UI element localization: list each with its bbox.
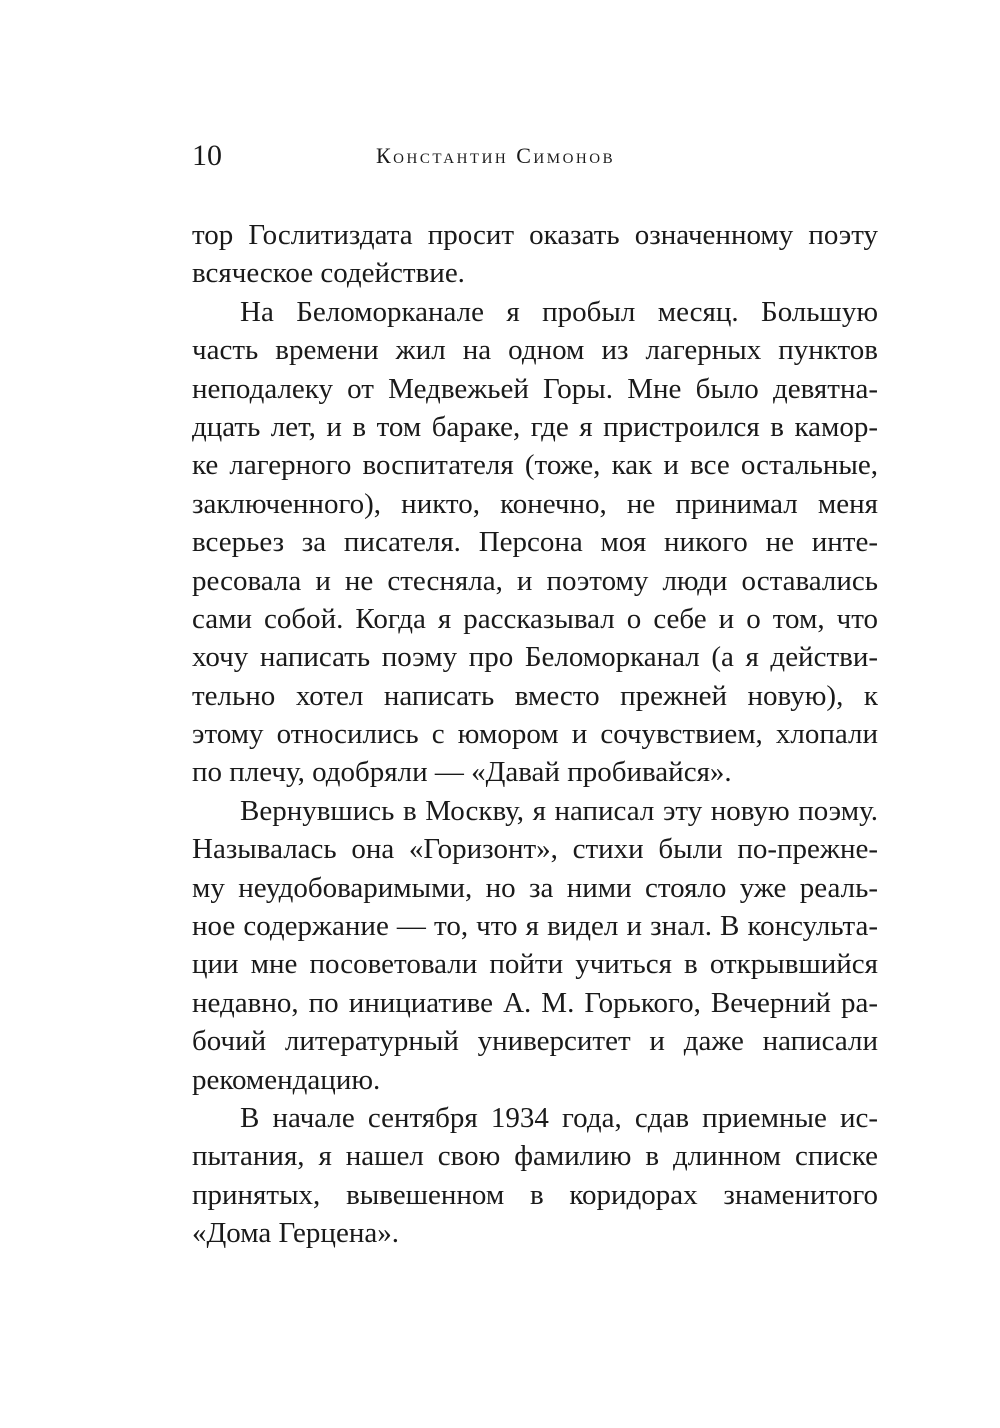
text-line: Называлась она «Горизонт», стихи были по-прежне- [192,833,878,866]
text-line: всерьез за писателя. Персона моя никого не инте- [192,526,878,559]
text-line: ное содержание — то, что я видел и знал. В консульта- [192,910,878,943]
text-line: пытания, я нашел свою фамилию в длинном списке [192,1140,878,1173]
text-line: сами собой. Когда я рассказывал о себе и о том, что [192,602,878,635]
text-line: ке лагерного воспитателя (тоже, как и все остальные, [192,449,878,482]
text-line: хочу написать поэму про Беломорканал (а я действи- [192,641,878,674]
text-line: бочий литературный университет и даже написали [192,1025,878,1058]
text-line: му неудобоваримыми, но за ними стояло уже реаль- [192,871,878,904]
text-line: ресовала и не стесняла, и поэтому люди оставались [192,564,878,597]
text-line: «Дома Герцена». [192,1217,399,1250]
text-line: заключенного), никто, конечно, не принимал меня [192,487,878,520]
text-line: всяческое содействие. [192,257,465,290]
page-number: 10 [192,139,222,172]
body-text [192,216,878,1253]
text-line: рекомендацию. [192,1063,381,1096]
text-line: часть времени жил на одном из лагерных пунктов [192,334,878,367]
text-line: тор Гослитиздата просит оказать означенному поэту [192,219,878,251]
text-line: принятых, вывешенном в коридорах знаменитого [192,1178,878,1211]
text-line: Вернувшись в Москву, я написал эту новую поэму. [240,794,878,827]
running-title: Константин Симонов [376,143,616,168]
text-line: недавно, по инициативе А. М. Горького, Вечерний ра- [192,986,878,1019]
text-line: тельно хотел написать вместо прежней новую), к [192,679,878,712]
text-line: В начале сентября 1934 года, сдав приемные ис- [240,1101,878,1134]
text-line: ции мне посоветовали пойти учиться в открывшийся [192,948,878,981]
text-line: дцать лет, и в том бараке, где я пристроился в камор- [192,410,878,443]
text-line: неподалеку от Медвежьей Горы. Мне было девятна- [192,372,878,405]
text-line: по плечу, одобряли — «Давай пробивайся». [192,756,732,789]
text-line: На Беломорканале я пробыл месяц. Большую [240,295,878,328]
text-line: этому относились с юмором и сочувствием, хлопали [192,718,878,751]
